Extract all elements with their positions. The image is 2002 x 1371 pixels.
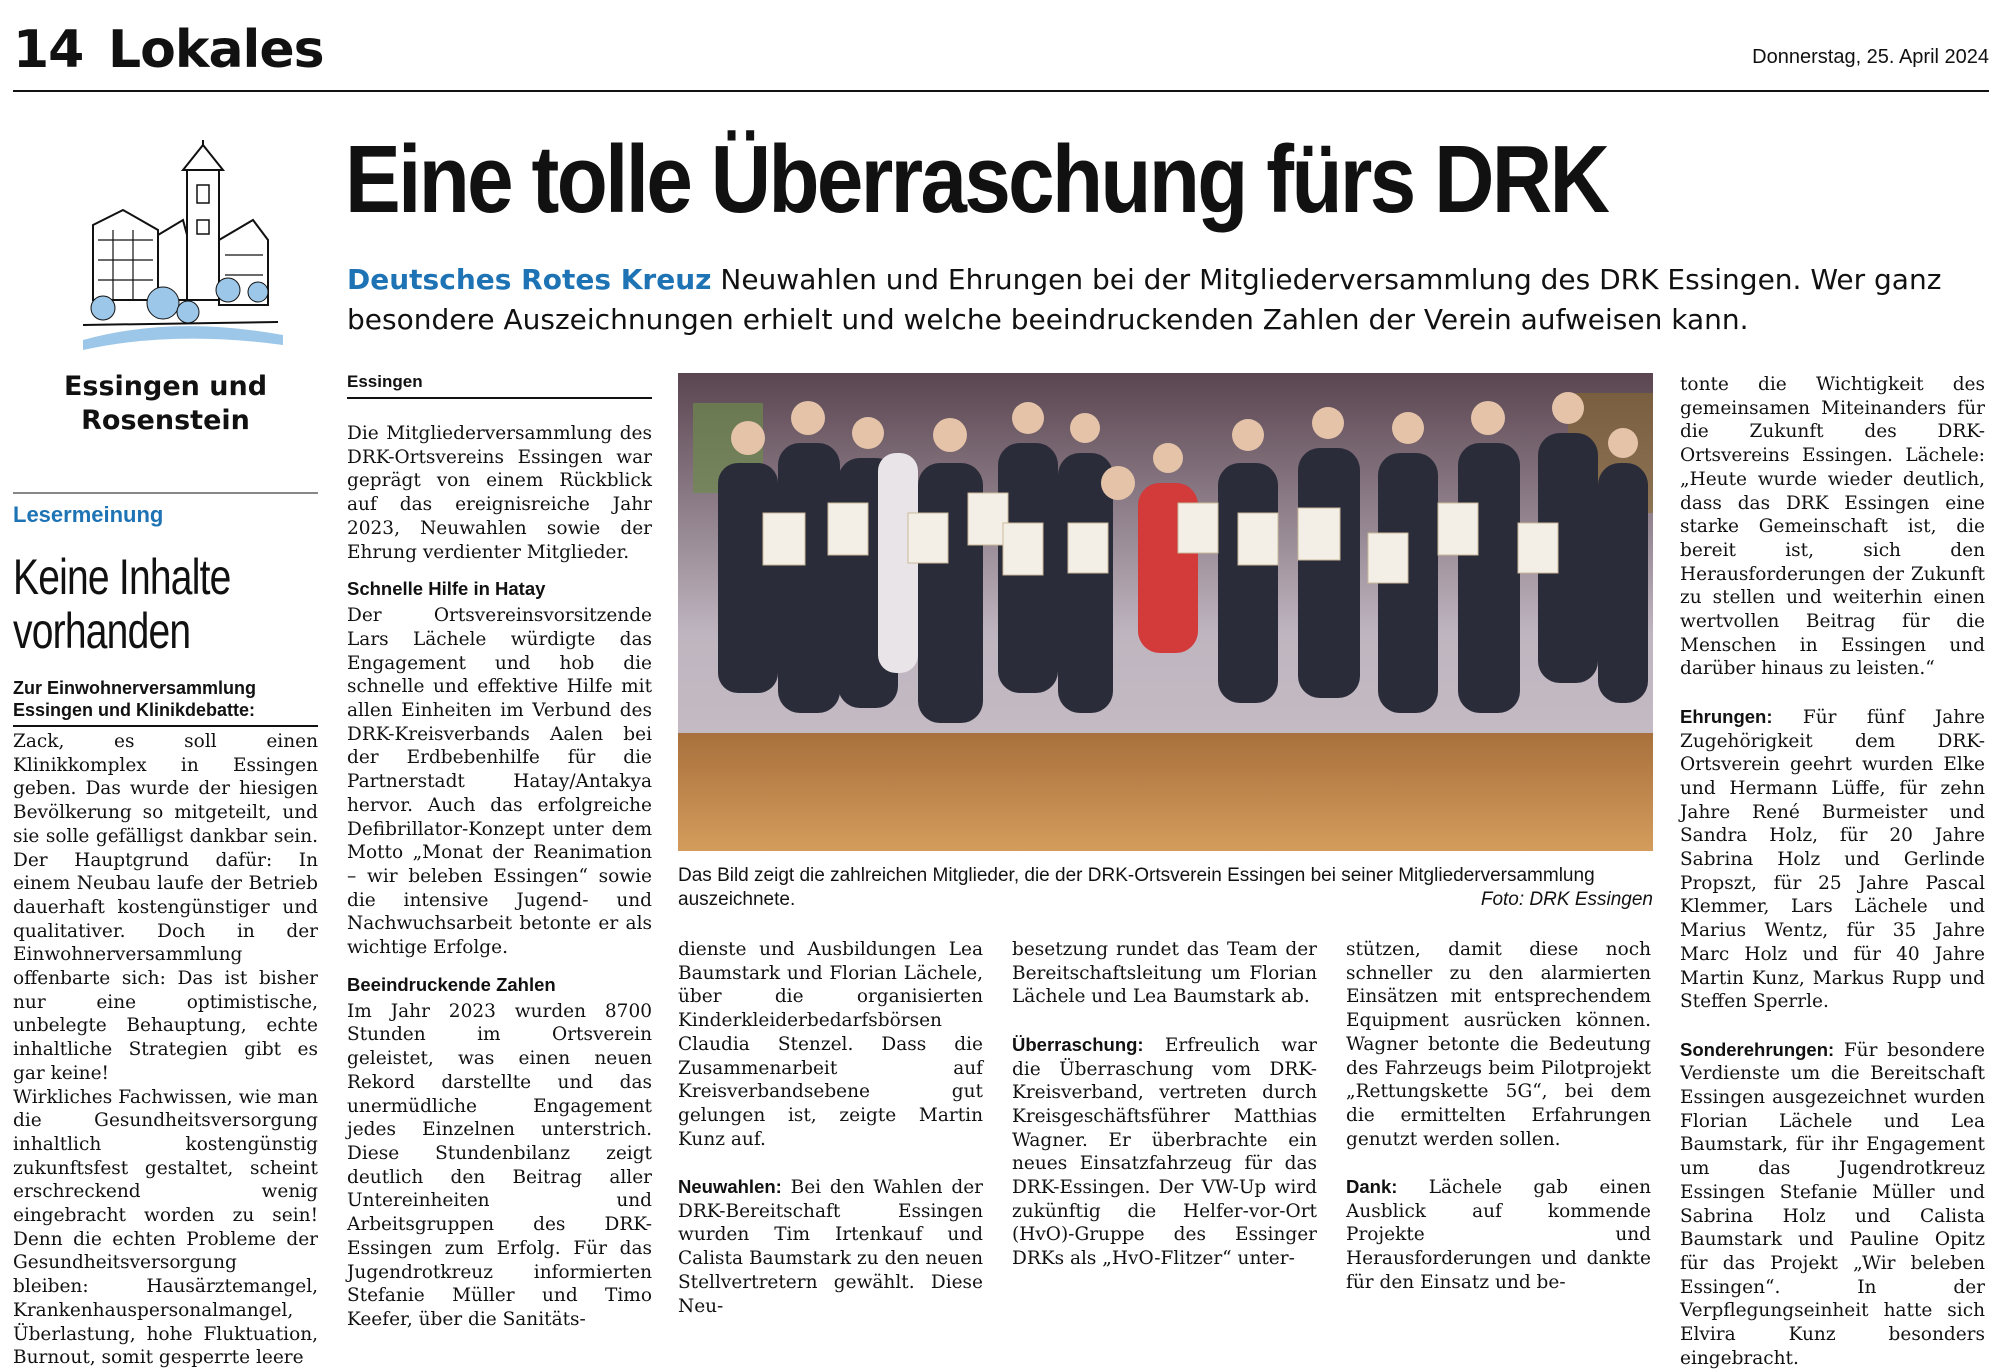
article-paragraph [1680, 705, 1985, 1014]
opinion-subhead: Zur Einwohnerversammlung Essingen und Klinikdebatte: [13, 677, 318, 727]
run-in-lead: Ehrungen: [1680, 705, 1773, 727]
paragraph-gap [1012, 1009, 1317, 1033]
paragraph-text: Lächele gab einen Ausblick auf kommende Projekte und Herausforderungen und dankte für den Einsatz und be- [1346, 1177, 1651, 1293]
caption-text: Das Bild zeigt die zahlreichen Mitglieder, die der DRK-Ortsverein Essingen bei seiner Mitgliederversammlung auszeichnete. [678, 865, 1595, 910]
article-teaser [347, 260, 1987, 340]
teaser-text: Neuwahlen und Ehrungen bei der Mitgliederversammlung des DRK Essingen. Wer ganz besondere Auszeichnungen erhielt und welche beeindruckenden Zahlen der Verein aufweisen kann. [347, 263, 1942, 336]
group-photo [678, 373, 1653, 851]
paragraph-text: Für besondere Verdienste um die Bereitschaft Essingen ausgezeichnet wurden Florian Lächele und Lea Baumstark, für ihr Engagement um das Jugendrotkreuz Essingen Stefanie Müller und Sabrina Holz und Calista Baumstark und Pauline Opitz für das Projekt „Wir beleben Essingen“. In der Verpflegungseinheit hatte sich Elvira Kunz besonders eingebracht. [1680, 1039, 1985, 1369]
opinion-body [13, 730, 318, 1369]
article-column-3 [678, 938, 983, 1318]
town-name [13, 370, 318, 438]
article-column-4 [1012, 938, 1317, 1271]
run-in-lead: Sonderehrungen: [1680, 1038, 1835, 1060]
paragraph-gap [678, 1151, 983, 1175]
photo-credit: Foto: DRK Essingen [1480, 889, 1653, 910]
article-headline: Eine tolle Überraschung fürs DRK [345, 126, 1608, 233]
article-paragraph: stützen, damit diese noch schneller zu den alarmierten Einsätzen mit entsprechendem Equipment ausrücken können. Wagner betonte die Bedeutung des Fahrzeugs beim Pilotprojekt „Rettungskette 5G“, bei dem die ermittelten Erfahrungen genutzt werden sollen. [1346, 939, 1651, 1150]
masthead [13, 20, 1989, 92]
teaser-kicker: Deutsches Rotes Kreuz [347, 263, 712, 296]
page-number: 14 [13, 20, 84, 80]
subheading: Schnelle Hilfe in Hatay [347, 578, 546, 600]
subheading: Beeindruckende Zahlen [347, 973, 556, 995]
article-paragraph [1680, 1038, 1985, 1371]
paragraph-text: Für fünf Jahre Zugehörigkeit dem DRK-Ortsverein geehrt wurden Elke und Hermann Lüffe, für zehn Jahre René Burmeister und Sandra Holz, für 20 Jahre Sabrina Holz und Gerlinde Propszt, für 25 Jahre Pascal Klemmer, Lars Lächele und Marius Wentz, für 35 Jahre Marc Holz und für 40 Jahre Martin Kunz, Markus Rupp und Steffen Sperrle. [1680, 706, 1985, 1013]
article-column-5 [1346, 938, 1651, 1295]
article-paragraph: dienste und Ausbildungen Lea Baumstark und Florian Lächele, über die organisierten Kinderkleiderbedarfsbörsen Claudia Stenzel. Dass die Zusammenarbeit auf Kreisverbandsebene gut gelungen ist, zeigte Martin Kunz auf. [678, 939, 983, 1150]
run-in-lead: Dank: [1346, 1176, 1398, 1198]
town-name-line2: Rosenstein [81, 405, 250, 436]
article-paragraph: Im Jahr 2023 wurden 8700 Stunden im Ortsverein geleistet, was einen neuen Rekord darstellte und das unermüdliche Engagement jedes Einzelnen unterstrich. Diese Stundenbilanz zeigt deutlich den Beitrag aller Untereinheiten und Arbeitsgruppen des DRK-Essingen zum Erfolg. Für das Jugendrotkreuz informierten Stefanie Müller und Timo Keefer, über die Sanitäts- [347, 1000, 652, 1330]
opinion-section-label: Lesermeinung [13, 502, 164, 527]
run-in-lead: Überraschung: [1012, 1033, 1144, 1055]
paragraph-gap [1346, 1151, 1651, 1175]
issue-date: Donnerstag, 25. April 2024 [1752, 46, 1989, 68]
opinion-paragraph: Zack, es soll einen Klinikkomplex in Essingen geben. Das wurde der hiesigen Bevölkerung so mitgeteilt, und sie solle gefälligst dankbar sein. Der Hauptgrund dafür: In einem Neubau laufe der Betrieb dauerhaft kostengünstiger und qualitativer. Doch in der Einwohnerversammlung offenbarte sich: Das ist bisher nur eine optimistische, unbelegte Behauptung, echte inhaltliche Strategien gibt es gar keine! [13, 731, 318, 1084]
article-paragraph [678, 1175, 983, 1318]
opinion-headline-line2: vorhanden [13, 603, 191, 659]
article-paragraph [1012, 1033, 1317, 1271]
paragraph-gap [1680, 1014, 1985, 1038]
article-paragraph: tonte die Wichtigkeit des gemeinsamen Miteinanders für die Zukunft des DRK-Ortsvereins Essingen. Lächele: „Heute wurde wieder deutlich, dass das DRK Essingen eine starke Gemeinschaft ist, die bereit ist, sich den Herausforderungen der Zukunft zu stellen und weiterhin einen wertvollen Beitrag für die Menschen in Essingen und darüber hinaus zu leisten.“ [1680, 374, 1985, 680]
article-intro: Die Mitgliederversammlung des DRK-Ortsvereins Essingen war geprägt von einem Rückblick auf das ereignisreiche Jahr 2023, Neuwahlen sowie der Ehrung verdienter Mitglieder. [347, 423, 652, 563]
opinion-headline-line1: Keine Inhalte [13, 549, 231, 605]
town-illustration-icon [53, 140, 293, 360]
dateline: Essingen [347, 372, 652, 399]
article-column-6 [1680, 373, 1985, 1371]
run-in-lead: Neuwahlen: [678, 1176, 782, 1198]
divider [13, 492, 318, 494]
article-paragraph: besetzung rundet das Team der Bereitschaftsleitung um Florian Lächele und Lea Baumstark ab. [1012, 939, 1317, 1008]
paragraph-text: Bei den Wahlen der DRK-Bereitschaft Essingen wurden Tim Irtenkauf und Calista Baumstark zu den neuen Stellvertretern gewählt. Diese Neu- [678, 1177, 983, 1317]
section-title: Lokales [108, 20, 324, 80]
town-name-line1: Essingen und [63, 371, 268, 402]
photo-caption [678, 864, 1653, 912]
opinion-headline [13, 550, 251, 658]
article-paragraph [1346, 1175, 1651, 1295]
article-column-1 [347, 422, 652, 1332]
paragraph-gap [1680, 681, 1985, 705]
article-paragraph: Der Ortsvereinsvorsitzende Lars Lächele würdigte das Engagement und hob die schnelle und effektive Hilfe mit allen Einheiten im Verbund des DRK-Kreisverbands Aalen bei der Erdbebenhilfe für die Partnerstadt Hatay/Antakya hervor. Auch das erfolgreiche Defibrillator-Konzept unter dem Motto „Monat der Reanimation – wir beleben Essingen“ sowie die intensive Jugend- und Nachwuchsarbeit betonte er als wichtige Erfolge. [347, 605, 652, 959]
opinion-paragraph: Wirkliches Fachwissen, wie man die Gesundheitsversorgung inhaltlich kostengünstig zukunftsfest gestaltet, scheint erschreckend wenig eingebracht worden zu sein! Denn die echten Probleme der Gesundheitsversorgung bleiben: Hausärztemangel, Krankenhauspersonalmangel, Überlastung, hohe Fluktuation, Burnout, somit gesperrte leere [13, 1086, 318, 1369]
paragraph-text: Erfreulich war die Überraschung vom DRK-Kreisverband, vertreten durch Kreisgeschäftsführer Matthias Wagner. Er überbrachte ein neues Einsatzfahrzeug für das DRK-Essingen. Der VW-Up wird zukünftig die Helfer-vor-Ort (HvO)-Gruppe des Essinger DRKs als „HvO-Flitzer“ unter- [1012, 1034, 1317, 1270]
